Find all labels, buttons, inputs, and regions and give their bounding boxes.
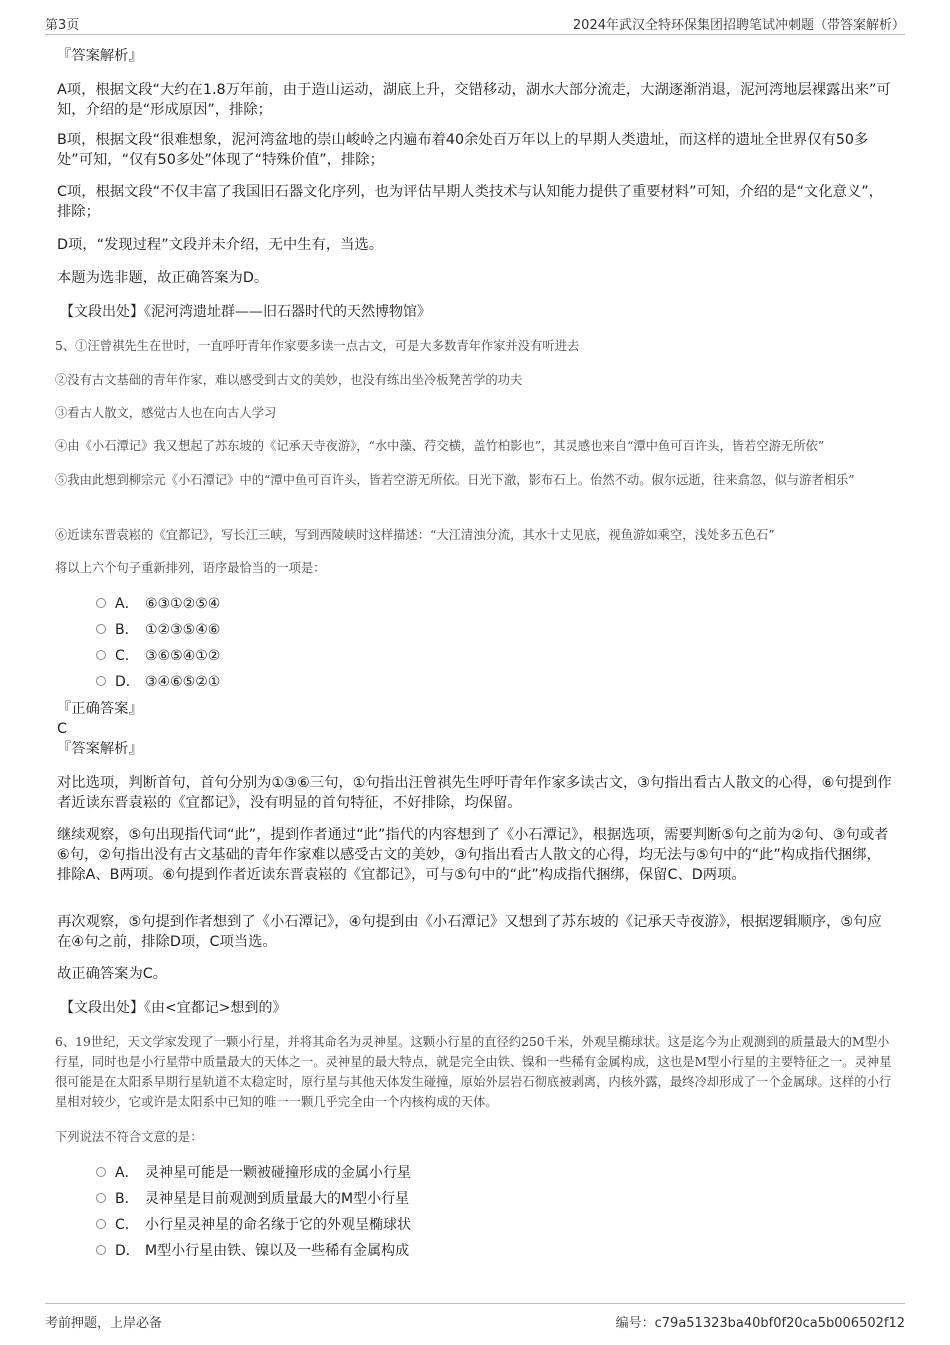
q6-option-d[interactable]: D． M型小行星由铁、镍以及一些稀有金属构成	[96, 1241, 409, 1261]
q5-analysis-2: 继续观察，⑤句出现指代词“此”，提到作者通过“此”指代的内容想到了《小石潭记》，根据选项，需要判断⑤句之前为②句、③句或者⑥句，②句指出没有古文基础的青年作家难以感受古文的美妙，③句指出看古人散文的心得，均无法与⑤句中的“此”构成指代捆绑，排除A、B两项。⑥句提到作者近读东晋袁崧的《宜都记》，可与⑤句中的“此”构成指代捆绑，保留C、D两项。	[57, 827, 889, 883]
q4-analysis-b: B项，根据文段“很难想象，泥河湾盆地的崇山峻岭之内遍布着40余处百万年以上的早期人类遗址，而这样的遗址全世界仅有50多处”可知，“仅有50多处”体现了“特殊价值”，排除；	[57, 132, 869, 168]
q5-sentence-6: ⑥近读东晋袁崧的《宜都记》，写长江三峡，写到西陵峡时这样描述：“大江清浊分流，其水十丈见底，视鱼游如乘空，浅处多五色石”	[55, 528, 775, 542]
document-code: 编号：c79a51323ba40bf0f20ca5b006502f12	[615, 1316, 905, 1331]
q5-conclusion: 故正确答案为C。	[57, 966, 168, 982]
q5-option-c[interactable]: C． ③⑥⑤④①②	[96, 646, 220, 666]
q5-analysis-1: 对比选项，判断首句，首句分别为①③⑥三句，①句指出汪曾祺先生呼吁青年作家多读古文，③句指出看古人散文的心得，⑥句提到作者近读东晋袁崧的《宜都记》，没有明显的首句特征，不好排除，均保留。	[57, 775, 892, 811]
q5-sentence-4: ④由《小石潭记》我又想起了苏东坡的《记承天寺夜游》，“水中藻、荇交横，盖竹柏影也”，其灵感也来自“潭中鱼可百许头，皆若空游无所依”	[55, 439, 825, 453]
q4-conclusion: 本题为选非题，故正确答案为D。	[57, 270, 269, 286]
footer-slogan: 考前押题，上岸必备	[45, 1316, 163, 1331]
q5-sentence-5: ⑤我由此想到柳宗元《小石潭记》中的“潭中鱼可百许头，皆若空游无所依。日光下澈，影布石上。佁然不动。俶尔远逝，往来翕忽，似与游者相乐”	[55, 473, 855, 487]
q5-analysis-3: 再次观察，⑤句提到作者想到了《小石潭记》，④句提到由《小石潭记》又想到了苏东坡的《记承天寺夜游》，根据逻辑顺序，⑤句应在④句之前，排除D项，C项当选。	[57, 914, 882, 950]
radio-icon[interactable]	[96, 624, 106, 634]
radio-icon[interactable]	[96, 1219, 106, 1229]
q5-source: 【文段出处】《由<宜都记>想到的》	[60, 1000, 287, 1016]
radio-icon[interactable]	[96, 650, 106, 660]
q6-stem: 6、19世纪，天文学家发现了一颗小行星，并将其命名为灵神星。这颗小行星的直径约250千米，外观呈椭球状。这是迄今为止观测到的质量最大的M型小行星，同时也是小行星带中质量最大的天体之一。灵神星的最大特点，就是完全由铁、镍和一些稀有金属构成，这也是M型小行星的主要特征之一。灵神星很可能是在太阳系早期行星轨道不太稳定时，原行星与其他天体发生碰撞，原始外层岩石彻底被剥离，内核外露，最终冷却形成了一个金属球。这样的小行星相对较少，它或许是太阳系中已知的唯一一颗几乎完全由一个内核构成的天体。	[55, 1035, 892, 1109]
q4-analysis-c: C项，根据文段“不仅丰富了我国旧石器文化序列，也为评估早期人类技术与认知能力提供了重要材料”可知，介绍的是“文化意义”，排除；	[57, 184, 883, 220]
q5-option-d[interactable]: D． ③④⑥⑤②①	[96, 672, 220, 692]
q4-source: 【文段出处】《泥河湾遗址群——旧石器时代的天然博物馆》	[60, 304, 431, 320]
radio-icon[interactable]	[96, 676, 106, 686]
radio-icon[interactable]	[96, 1245, 106, 1255]
q6-option-a[interactable]: A． 灵神星可能是一颗被碰撞形成的金属小行星	[96, 1163, 411, 1183]
q4-analysis-a: A项，根据文段“大约在1.8万年前，由于造山运动，湖底上升，交错移动，湖水大部分流走，大湖逐渐消退，泥河湾地层裸露出来”可知，介绍的是“形成原因”，排除；	[57, 82, 891, 118]
page-header	[45, 14, 905, 35]
q4-analysis-label: 『答案解析』	[57, 48, 143, 64]
q5-sentence-2: ②没有古文基础的青年作家，难以感受到古文的美妙，也没有练出坐冷板凳苦学的功夫	[55, 373, 523, 387]
radio-icon[interactable]	[96, 598, 106, 608]
q6-option-b[interactable]: B． 灵神星是目前观测到质量最大的M型小行星	[96, 1189, 409, 1209]
q5-option-b[interactable]: B． ①②③⑤④⑥	[96, 620, 220, 640]
q5-option-a[interactable]: A． ⑥③①②⑤④	[96, 594, 220, 614]
document-title: 2024年武汉全特环保集团招聘笔试冲刺题（带答案解析）	[572, 18, 905, 33]
q6-option-c[interactable]: C． 小行星灵神星的命名缘于它的外观呈椭球状	[96, 1215, 411, 1235]
radio-icon[interactable]	[96, 1167, 106, 1177]
q5-analysis-label: 『答案解析』	[57, 741, 143, 757]
page-number: 第3页	[45, 18, 80, 33]
q5-prompt: 将以上六个句子重新排列，语序最恰当的一项是：	[55, 561, 326, 575]
q5-sentence-1: 5、①汪曾祺先生在世时，一直呼吁青年作家要多读一点古文，可是大多数青年作家并没有听进去	[55, 339, 580, 353]
page-footer	[45, 1303, 905, 1331]
radio-icon[interactable]	[96, 1193, 106, 1203]
q5-answer: C	[57, 721, 67, 737]
q6-prompt: 下列说法不符合文意的是：	[55, 1130, 203, 1144]
q5-sentence-3: ③看古人散文，感觉古人也在向古人学习	[55, 406, 277, 420]
q4-analysis-d: D项，“发现过程”文段并未介绍，无中生有，当选。	[57, 237, 384, 253]
q5-answer-label: 『正确答案』	[57, 701, 143, 717]
